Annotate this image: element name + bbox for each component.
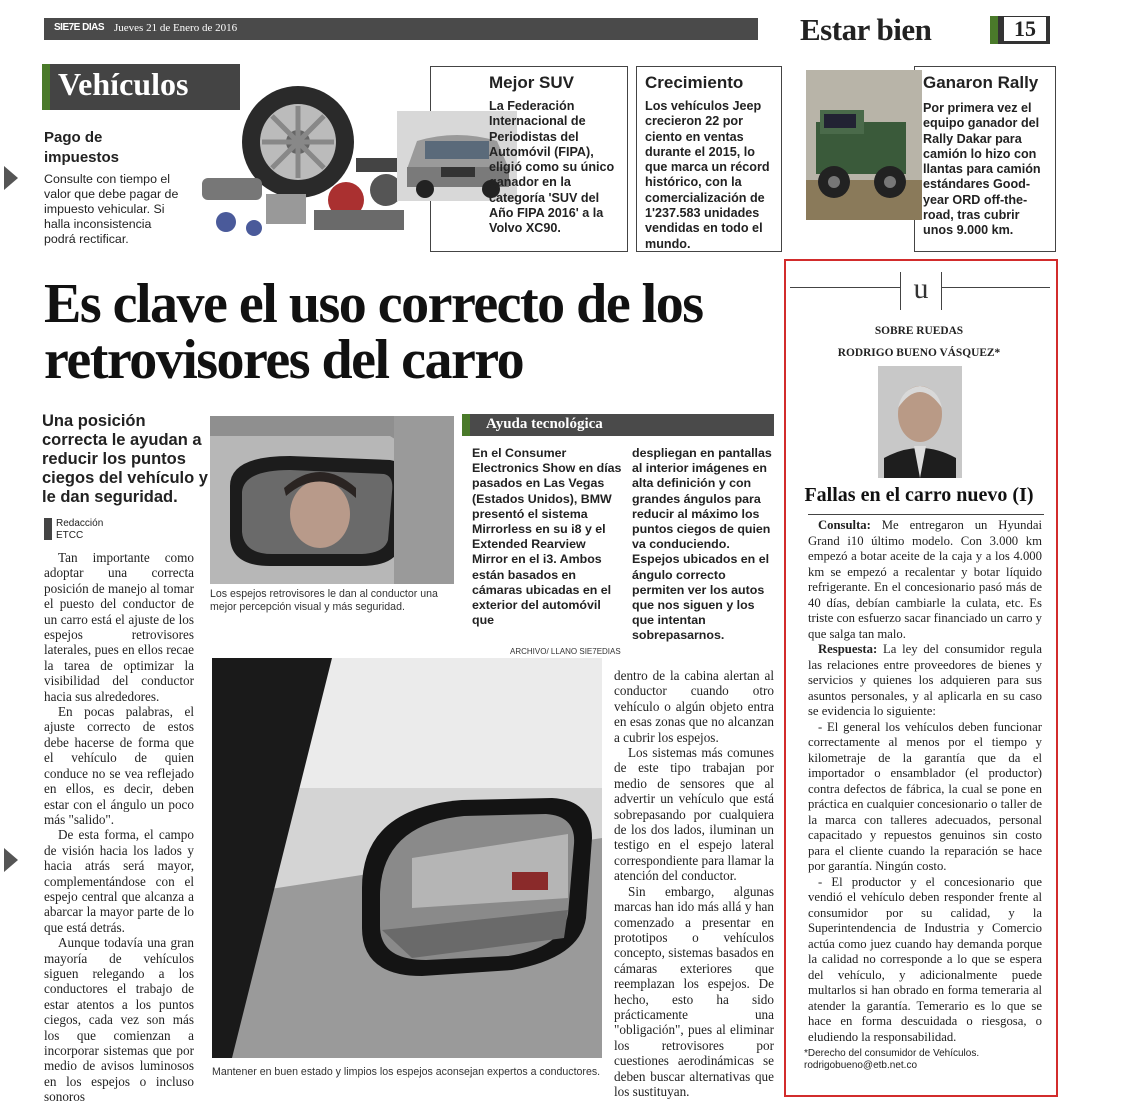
brief-title: Ganaron Rally	[923, 73, 1039, 92]
column-footnote: *Derecho del consumidor de Vehículos. rodrigobueno@etb.net.co	[804, 1048, 1044, 1072]
brief-title: Crecimiento	[645, 73, 744, 92]
column-author: RODRIGO BUENO VÁSQUEZ*	[837, 347, 1001, 359]
article-headline: Es clave el uso correcto de los retrovisores del carro	[44, 273, 703, 391]
issue-date: Jueves 21 de Enero de 2016	[114, 22, 238, 34]
photo-caption-bottom: Mantener en buen estado y limpios los espejos aconsejan expertos a conductores.	[212, 1066, 601, 1078]
auto-parts-image	[196, 82, 426, 242]
brief-mejor-suv	[430, 66, 628, 252]
column-body: Consulta: Me entregaron un Hyundai Grand i10 último modelo. Con 3.000 km empezó a botar aceite de la caja y a los 4.000 km se empezó a recalentar y botar líquido refrigerante. En el concesionario pasó más de 40 días, debían cambiarle la culata, etc. Es triste con esfuerzo sacar financiado un carro y que salga tan malo. Respuesta: La ley del consumidor regula las relaciones entre proveedores de bienes y servicios y quienes los adquieren para sus asuntos personales, y al aplicarla en su caso se evidencia lo siguiente: - El general los vehículos deben funcionar correctamente al menos por el tiempo y kilometraje de la garantía que da el importador o ensamblador (el productor) contra defectos de fábrica, la cual se pone en práctica en cualquier concesionario o taller de la marca con talleres adecuados, personal capacitado y repuestos genuinos sin costo para el cliente cuando la reparación se hace por garantía. Ningún costo. - El productor y el concesionario que vendió el vehículo deben responder frente al consumidor por su calidad, y la Superintendencia de Industria y Comercio actúa como juez cuando hay demanda porque la calidad no corresponde a lo que se espera del vehículo, y adicionalmente puede multarlos si han obrado en forma temeraria al atender la garantía. Temerario es lo que se hace en forma descuidada o riesgosa, o eludiendo la responsabilidad.	[808, 518, 1042, 1044]
brief-text: Por primera vez el equipo ganador del Rally Dakar para camión lo hizo con llantas para camión estándares Good-year ORD off-the-road, tras cubrir unos 9.000 km.	[923, 101, 1041, 238]
ayuda-banner	[462, 414, 774, 436]
brand-name: SIE7E DIAS	[54, 22, 105, 33]
column-section: SOBRE RUEDAS	[874, 325, 964, 337]
author-email: rodrigobueno@etb.net.co	[804, 1060, 918, 1071]
column-logo: u	[900, 272, 942, 310]
brief-ganaron-rally	[914, 66, 1056, 252]
author-photo	[878, 366, 962, 478]
brief-text: Los vehículos Jeep crecieron 22 por ciento en ventas durante el 2015, lo que marca un récord histórico, con la comercialización de 1'237.583 unidades vendidas en todo el mundo.	[645, 99, 770, 251]
side-mirror-photo	[212, 658, 602, 1058]
header-bar	[44, 18, 758, 40]
ayuda-column-1: En el Consumer Electronics Show en días pasados en Las Vegas (Estados Unidos), BMW presentó el sistema Mirrorless en su i8 y el Extended Rearview Mirror en el i3. Ambos están basados en cámaras ubicadas en el exterior del automóvil que	[472, 446, 622, 628]
ayuda-title: Ayuda tecnológica	[486, 416, 603, 432]
photo-caption-top: Los espejos retrovisores le dan al conductor una mejor percepción visual y más seguridad.	[210, 588, 438, 613]
photo-credit: ARCHIVO/ LLANO SIE7EDIAS	[510, 647, 621, 656]
vehiculos-title: Vehículos	[58, 66, 189, 102]
pago-text: Consulte con tiempo el valor que debe pagar de impuesto vehicular. Si halla inconsistencia podrá rectificar.	[44, 172, 179, 246]
brief-title: Mejor SUV	[489, 73, 575, 92]
margin-arrow-icon	[4, 848, 18, 872]
column-title: Fallas en el carro nuevo (I)	[804, 484, 1034, 506]
section-title: Estar bien	[800, 12, 932, 47]
article-column-3: dentro de la cabina alertan al conductor cuando otro vehículo o algún objeto entra en esas zonas que no alcanzan a cubrir los espejos. Los sistemas más comunes de este tipo trabajan por medio de sensores que al advertir un vehículo que está sobrepasando por cualquiera de los dos lados, iluminan un testigo en el espejo lateral correspondiente para llamar la atención del conductor. Sin embargo, algunas marcas han ido más allá y han comenzado a presentar en prototipos o vehículos concepto, sistemas basados en cámaras exteriores que reemplazan los espejos. De hecho, esto ha sido prácticamente una "obligación", pues al eliminar los retrovisores por cuestiones aerodinámicas se deben buscar alternativas que los sustituyan.	[614, 668, 775, 1099]
column-title-rule	[808, 514, 1044, 515]
article-byline: Redacción ETCC	[44, 518, 194, 542]
rally-truck-image	[806, 70, 922, 220]
page-number: 15	[1004, 17, 1046, 41]
article-subheading: Una posición correcta le ayudan a reducir los puntos ciegos del vehículo y le dan seguridad.	[42, 412, 208, 506]
margin-arrow-icon	[4, 166, 18, 190]
page-number-box	[990, 16, 1050, 44]
article-column-1: Tan importante como adoptar una correcta posición de manejo al tomar el puesto del conductor de un carro está el ajuste de los espejos retrovisores laterales, pues en ellos recae la tarea de optimizar la visibilidad del conductor hacia sus alrededores. En pocas palabras, el ajuste correcto de estos debe hacerse de forma que el vehículo de quien conduce no se vea reflejado en ellos, es decir, deben estar con el ángulo un poco más "salido". De esta forma, el campo de visión hacia los lados y hacia atrás será mayor, complementándose con el espejo central que alcanza a abarcar la mayor parte de lo que está detrás. Aunque todavía una gran mayoría de vehículos siguen relegando a los conductores el trabajo de estar atentos a los puntos ciegos, cada vez son más los que comienzan a incorporar sistemas que por medio de avisos luminosos en los espejos o incluso sonoros	[44, 550, 194, 1105]
column-heading	[788, 320, 1050, 364]
mirror-woman-photo	[210, 416, 454, 584]
brief-text: La Federación Internacional de Periodistas del Automóvil (FIPA), eligió como su único ganador en la categoría 'SUV del Año FIPA 2016' a la Volvo XC90.	[489, 99, 615, 236]
pago-heading: Pago de impuestos	[44, 129, 120, 166]
brief-crecimiento	[636, 66, 782, 252]
ayuda-column-2: despliegan en pantallas al interior imágenes en alta definición y con grandes ángulos para reducir al máximo los puntos ciegos de quien va conduciendo. Espejos ubicados en el ángulo correcto permiten ver los autos que nos siguen y los que intentan sobrepasarnos.	[632, 446, 772, 643]
